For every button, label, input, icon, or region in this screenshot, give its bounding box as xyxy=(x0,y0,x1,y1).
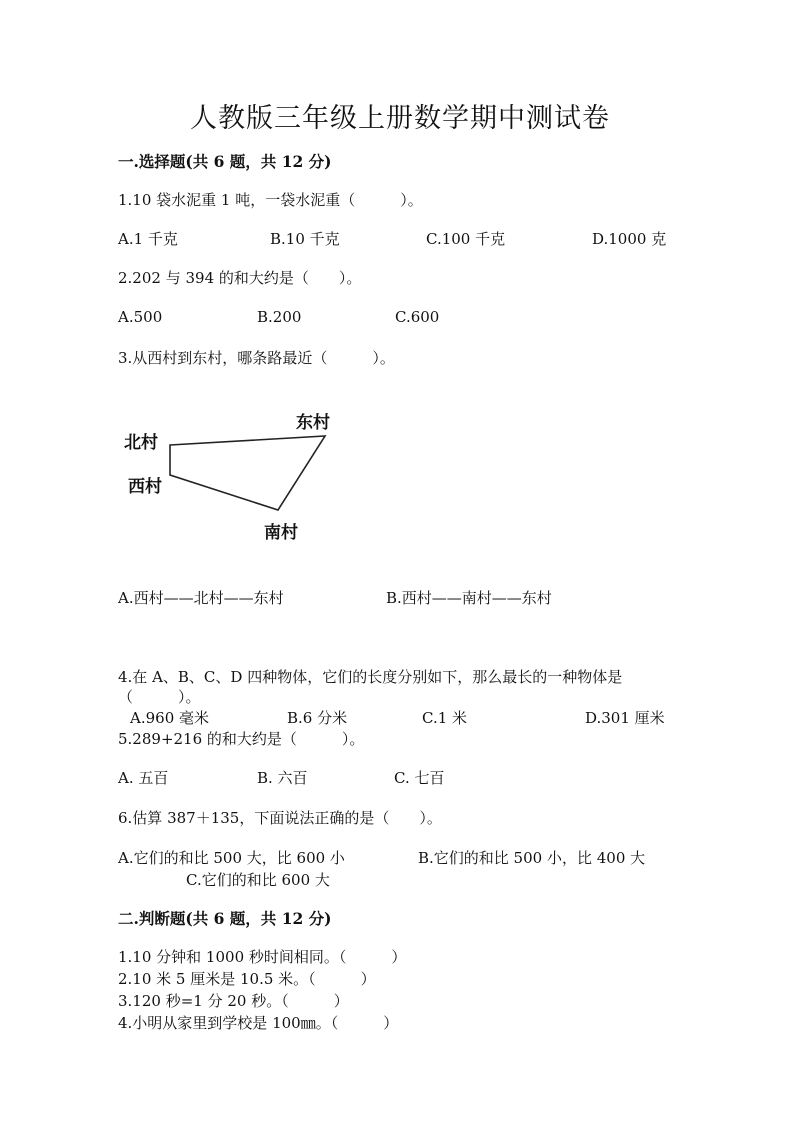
q4-option-a: A.960 毫米 xyxy=(130,709,209,727)
route-quadrilateral xyxy=(170,436,325,510)
north-village-label: 北村 xyxy=(124,433,158,453)
q6-option-a: A.它们的和比 500 大，比 600 小 xyxy=(118,849,345,867)
question-6: 6.估算 387＋135，下面说法正确的是（ ）。 xyxy=(118,809,442,827)
q1-option-a: A.1 千克 xyxy=(118,230,178,248)
page-title: 人教版三年级上册数学期中测试卷 xyxy=(190,103,610,134)
section-heading-choice: 一.选择题(共 6 题，共 12 分) xyxy=(118,152,332,171)
q4-option-d: D.301 厘米 xyxy=(585,709,665,727)
q6-option-c: C.它们的和比 600 大 xyxy=(186,871,330,889)
question-4: 4.在 A、B、C、D 四种物体，它们的长度分别如下，那么最长的一种物体是 xyxy=(118,668,623,686)
q3-option-a: A.西村——北村——东村 xyxy=(118,589,284,607)
village-route-diagram xyxy=(118,400,348,550)
q4-option-c: C.1 米 xyxy=(422,709,468,727)
south-village-label: 南村 xyxy=(264,523,298,543)
q5-option-a: A. 五百 xyxy=(118,769,169,787)
question-1: 1.10 袋水泥重 1 吨，一袋水泥重（ ）。 xyxy=(118,191,423,209)
judgement-item-3: 3.120 秒=1 分 20 秒。（ ） xyxy=(118,992,349,1010)
question-2: 2.202 与 394 的和大约是（ ）。 xyxy=(118,269,362,287)
q5-option-c: C. 七百 xyxy=(394,769,445,787)
q1-option-d: D.1000 克 xyxy=(592,230,667,248)
question-4-blank: （ ）。 xyxy=(118,688,201,706)
west-village-label: 西村 xyxy=(128,477,162,497)
q6-option-b: B.它们的和比 500 小，比 400 大 xyxy=(418,849,646,867)
question-3: 3.从西村到东村，哪条路最近（ ）。 xyxy=(118,349,395,367)
q1-option-b: B.10 千克 xyxy=(270,230,340,248)
q1-option-c: C.100 千克 xyxy=(426,230,506,248)
q3-option-b: B.西村——南村——东村 xyxy=(386,589,552,607)
q4-option-b: B.6 分米 xyxy=(287,709,348,727)
judgement-item-1: 1.10 分钟和 1000 秒时间相同。（ ） xyxy=(118,948,407,966)
question-5: 5.289+216 的和大约是（ ）。 xyxy=(118,730,365,748)
q2-option-a: A.500 xyxy=(118,308,163,326)
q2-option-c: C.600 xyxy=(395,308,440,326)
judgement-item-4: 4.小明从家里到学校是 100㎜。（ ） xyxy=(118,1014,399,1032)
judgement-item-2: 2.10 米 5 厘米是 10.5 米。（ ） xyxy=(118,970,376,988)
q2-option-b: B.200 xyxy=(257,308,302,326)
q5-option-b: B. 六百 xyxy=(257,769,308,787)
east-village-label: 东村 xyxy=(296,413,330,433)
section-heading-judgement: 二.判断题(共 6 题，共 12 分) xyxy=(118,909,332,928)
